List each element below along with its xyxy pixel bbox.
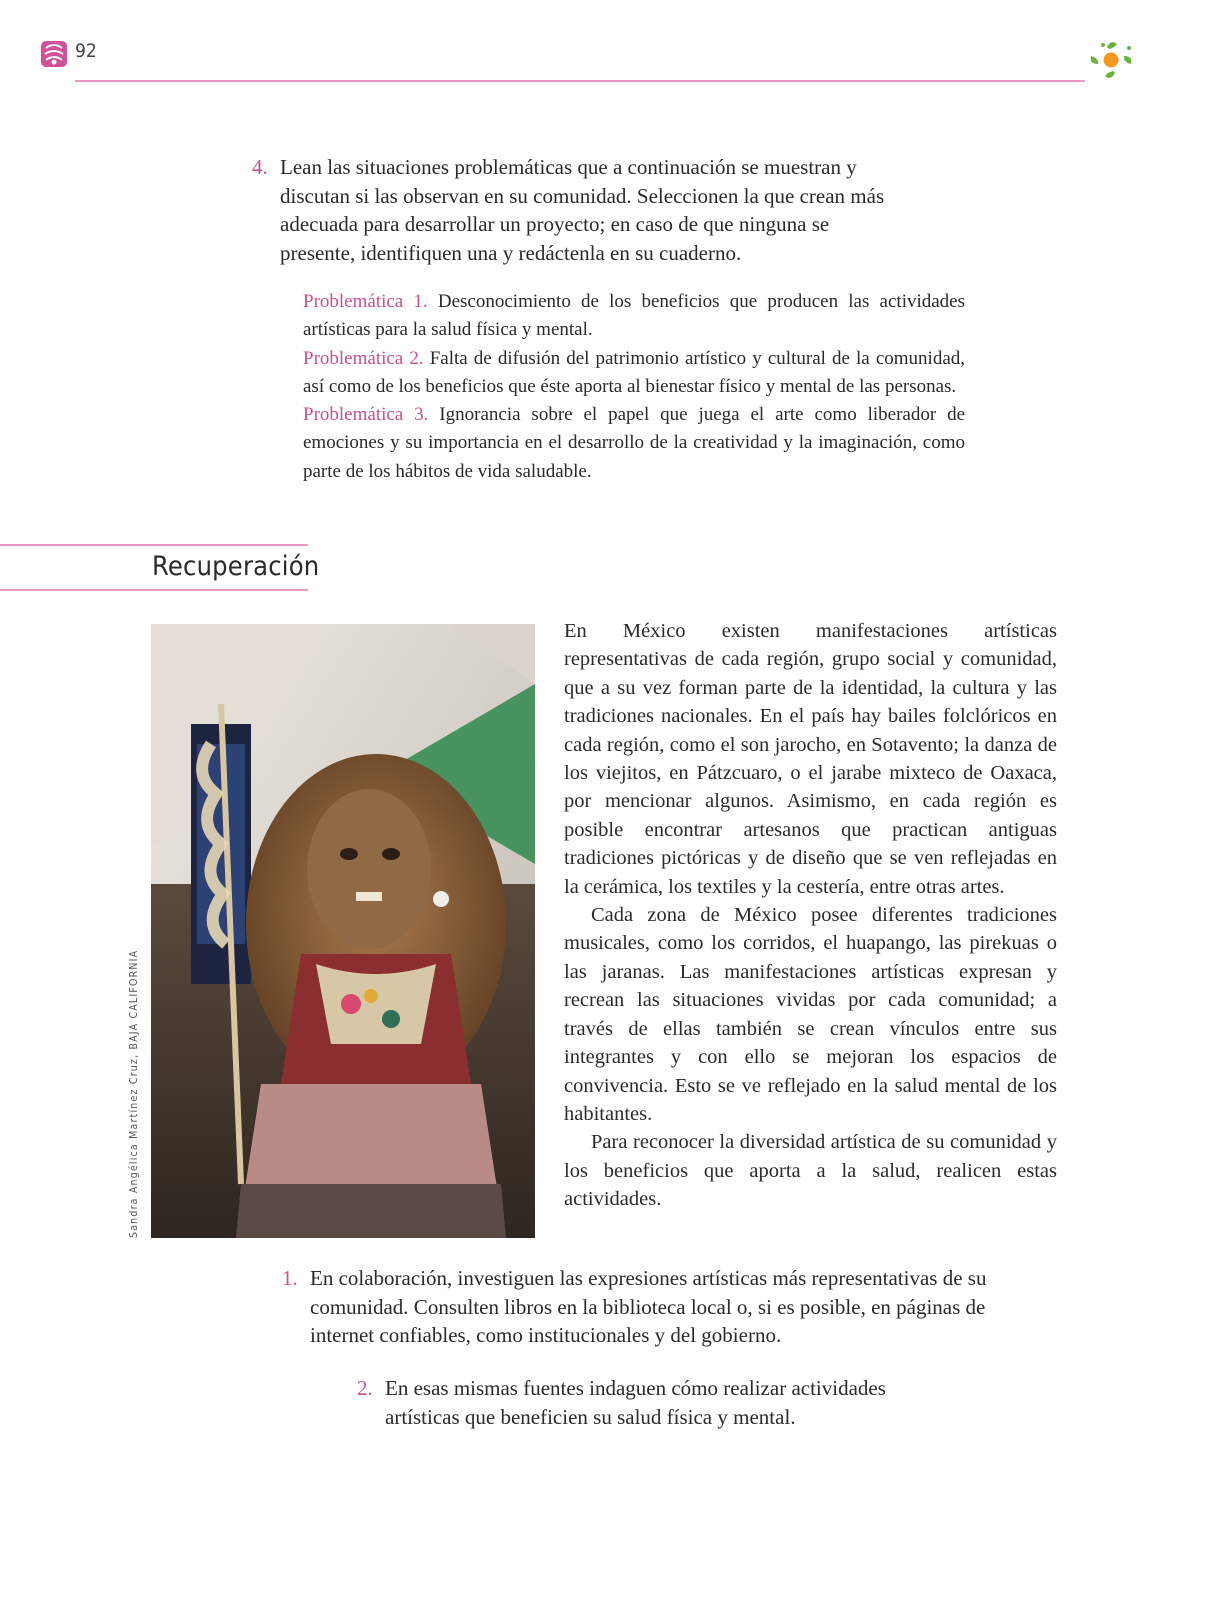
problem-item [303,288,965,345]
page-number: 92 [75,40,97,62]
green-orange-flower-icon [1087,34,1141,88]
pink-glyph-icon [40,40,68,68]
activity-text: En esas mismas fuentes indaguen cómo realizar actividades artísticas que beneficien su salud física y mental. [385,1376,886,1429]
body-text [564,617,1057,1214]
problem-label: Problemática 2. [303,347,424,369]
activity-item-1 [282,1264,1002,1350]
problem-list [303,288,965,486]
body-paragraph: Cada zona de México posee diferentes tradiciones musicales, como los corridos, el huapango, las pirekuas o las jaranas. Las manifestaciones artísticas expresan y recrean las situaciones vividas por cada comunidad; a través de ellas también se crean vínculos entre sus integrantes y con ello se mejoran los espacios de convivencia. Esto se ve reflejado en la salud mental de los habitantes. [564,904,1057,1125]
header-rule [75,80,1085,82]
section-top-rule [0,544,308,546]
item-number: 4. [252,155,268,179]
problem-label: Problemática 1. [303,291,428,312]
activity-item-2 [357,1374,957,1431]
problem-text: Falta de difusión del patrimonio artístico y cultural de la comunidad, así como de los beneficios que éste aporta al bienestar físico y mental de las personas. [303,347,966,397]
problem-item [303,401,965,486]
problem-item [303,345,965,402]
activity-number: 1. [282,1266,298,1290]
section-bottom-rule [0,589,308,591]
activity-text: En colaboración, investiguen las expresiones artísticas más representativas de su comunidad. Consulten libros en la biblioteca local o, si es posible, en páginas de internet confiables, como institucionales y del gobierno. [310,1266,987,1347]
problem-text: Desconocimiento de los beneficios que producen las actividades artísticas para la salud física y mental. [303,291,966,341]
section-title: Recuperación [152,551,320,582]
body-paragraph: Para reconocer la diversidad artística de su comunidad y los beneficios que aporta a la salud, realicen estas actividades. [564,1131,1057,1211]
activity-number: 2. [357,1376,373,1400]
instruction-item-4 [252,153,902,267]
problem-text: Ignorancia sobre el papel que juega el arte como liberador de emociones y su importancia en el desarrollo de la creatividad y la imaginación, como parte de los hábitos de vida saludable. [303,404,965,482]
item-text: Lean las situaciones problemáticas que a continuación se muestran y discutan si las observan en su comunidad. Seleccionen la que crean más adecuada para desarrollar un proyecto; en caso de que ninguna se presente, identifiquen una y redáctenla en su cuaderno. [280,155,885,265]
body-paragraph: En México existen manifestaciones artísticas representativas de cada región, grupo social y comunidad, que a su vez forman parte de la identidad, la cultura y las tradiciones nacionales. En el país hay bailes folclóricos en cada región, como el son jarocho, en Sotavento; la danza de los viejitos, en Pátzcuaro, o el jarabe mixteco de Oaxaca, por mencionar algunos. Asimismo, en cada región es posible encontrar artesanos que practican antiguas tradiciones pictóricas y de diseño que se ven reflejadas en la cerámica, los textiles y la cestería, entre otras artes. [564,620,1057,898]
problem-label: Problemática 3. [303,404,429,426]
photo-credit: Sandra Angélica Martínez Cruz, BAJA CALIFORNIA [128,949,140,1238]
masked-dancer-photo [151,624,535,1238]
